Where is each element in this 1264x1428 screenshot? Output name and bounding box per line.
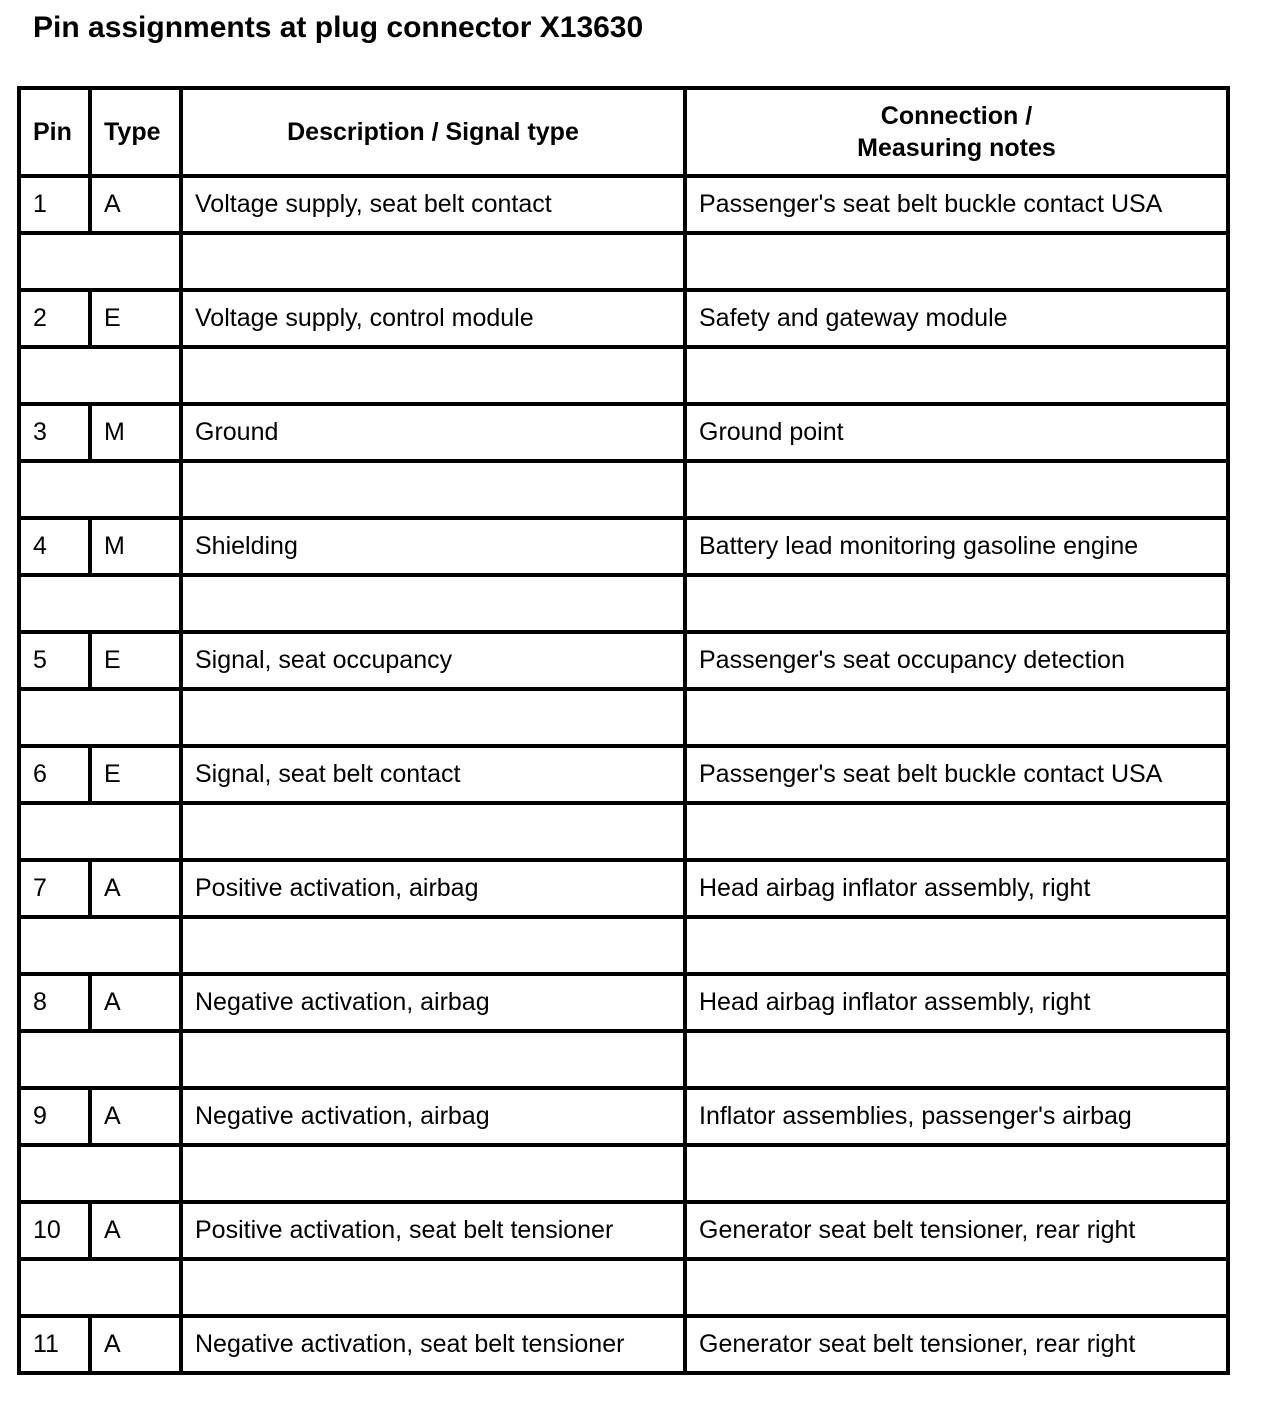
empty-cell	[181, 1145, 685, 1202]
table-row	[19, 1316, 1228, 1373]
empty-cell	[19, 233, 181, 290]
table-row	[19, 290, 1228, 347]
pin-cell: 4	[19, 518, 90, 575]
table-row	[19, 860, 1228, 917]
empty-cell	[19, 1145, 181, 1202]
description-cell: Signal, seat belt contact	[181, 746, 685, 803]
empty-cell	[181, 1259, 685, 1316]
connection-cell: Battery lead monitoring gasoline engine	[685, 518, 1228, 575]
connection-cell: Passenger's seat occupancy detection	[685, 632, 1228, 689]
type-cell: E	[90, 632, 181, 689]
pin-assignment-table	[17, 86, 1230, 1375]
spacer-row	[19, 917, 1228, 974]
empty-cell	[685, 1145, 1228, 1202]
spacer-row	[19, 233, 1228, 290]
empty-cell	[181, 917, 685, 974]
empty-cell	[19, 1031, 181, 1088]
description-cell: Ground	[181, 404, 685, 461]
table-row	[19, 974, 1228, 1031]
connection-cell: Passenger's seat belt buckle contact USA	[685, 176, 1228, 233]
type-cell: A	[90, 1202, 181, 1259]
pin-cell: 3	[19, 404, 90, 461]
spacer-row	[19, 347, 1228, 404]
type-cell: M	[90, 518, 181, 575]
page-title: Pin assignments at plug connector X13630	[33, 11, 644, 44]
empty-cell	[685, 803, 1228, 860]
description-cell: Voltage supply, seat belt contact	[181, 176, 685, 233]
pin-cell: 9	[19, 1088, 90, 1145]
empty-cell	[19, 1259, 181, 1316]
connection-cell: Generator seat belt tensioner, rear right	[685, 1316, 1228, 1373]
type-cell: M	[90, 404, 181, 461]
empty-cell	[19, 803, 181, 860]
connection-cell: Ground point	[685, 404, 1228, 461]
empty-cell	[685, 689, 1228, 746]
type-cell: E	[90, 290, 181, 347]
spacer-row	[19, 1259, 1228, 1316]
table-row	[19, 1088, 1228, 1145]
header-type: Type	[90, 88, 181, 176]
empty-cell	[181, 575, 685, 632]
type-cell: A	[90, 860, 181, 917]
pin-cell: 6	[19, 746, 90, 803]
connection-cell: Inflator assemblies, passenger's airbag	[685, 1088, 1228, 1145]
empty-cell	[685, 917, 1228, 974]
table-header-row	[19, 88, 1228, 176]
pin-cell: 2	[19, 290, 90, 347]
empty-cell	[181, 1031, 685, 1088]
description-cell: Signal, seat occupancy	[181, 632, 685, 689]
empty-cell	[181, 233, 685, 290]
empty-cell	[685, 1259, 1228, 1316]
description-cell: Shielding	[181, 518, 685, 575]
connection-cell: Safety and gateway module	[685, 290, 1228, 347]
type-cell: A	[90, 1088, 181, 1145]
pin-cell: 7	[19, 860, 90, 917]
empty-cell	[19, 689, 181, 746]
empty-cell	[181, 689, 685, 746]
spacer-row	[19, 461, 1228, 518]
table-row	[19, 176, 1228, 233]
type-cell: E	[90, 746, 181, 803]
description-cell: Negative activation, seat belt tensioner	[181, 1316, 685, 1373]
description-cell: Positive activation, airbag	[181, 860, 685, 917]
spacer-row	[19, 1145, 1228, 1202]
header-description: Description / Signal type	[181, 88, 685, 176]
spacer-row	[19, 575, 1228, 632]
empty-cell	[181, 803, 685, 860]
table-row	[19, 404, 1228, 461]
empty-cell	[181, 461, 685, 518]
table-row	[19, 632, 1228, 689]
pin-cell: 8	[19, 974, 90, 1031]
description-cell: Negative activation, airbag	[181, 1088, 685, 1145]
spacer-row	[19, 1031, 1228, 1088]
pin-cell: 1	[19, 176, 90, 233]
empty-cell	[685, 347, 1228, 404]
empty-cell	[685, 1031, 1228, 1088]
type-cell: A	[90, 974, 181, 1031]
type-cell: A	[90, 176, 181, 233]
table-row	[19, 518, 1228, 575]
connection-cell: Head airbag inflator assembly, right	[685, 860, 1228, 917]
connection-cell: Generator seat belt tensioner, rear right	[685, 1202, 1228, 1259]
empty-cell	[19, 917, 181, 974]
connection-cell: Head airbag inflator assembly, right	[685, 974, 1228, 1031]
empty-cell	[685, 461, 1228, 518]
table-body	[19, 176, 1228, 1373]
spacer-row	[19, 803, 1228, 860]
empty-cell	[685, 233, 1228, 290]
description-cell: Positive activation, seat belt tensioner	[181, 1202, 685, 1259]
empty-cell	[181, 347, 685, 404]
pin-cell: 10	[19, 1202, 90, 1259]
empty-cell	[19, 575, 181, 632]
header-connection: Connection / Measuring notes	[685, 88, 1228, 176]
header-pin: Pin	[19, 88, 90, 176]
connection-cell: Passenger's seat belt buckle contact USA	[685, 746, 1228, 803]
description-cell: Negative activation, airbag	[181, 974, 685, 1031]
table-row	[19, 1202, 1228, 1259]
table-row	[19, 746, 1228, 803]
empty-cell	[685, 575, 1228, 632]
spacer-row	[19, 689, 1228, 746]
type-cell: A	[90, 1316, 181, 1373]
pin-cell: 11	[19, 1316, 90, 1373]
description-cell: Voltage supply, control module	[181, 290, 685, 347]
pin-cell: 5	[19, 632, 90, 689]
empty-cell	[19, 461, 181, 518]
empty-cell	[19, 347, 181, 404]
